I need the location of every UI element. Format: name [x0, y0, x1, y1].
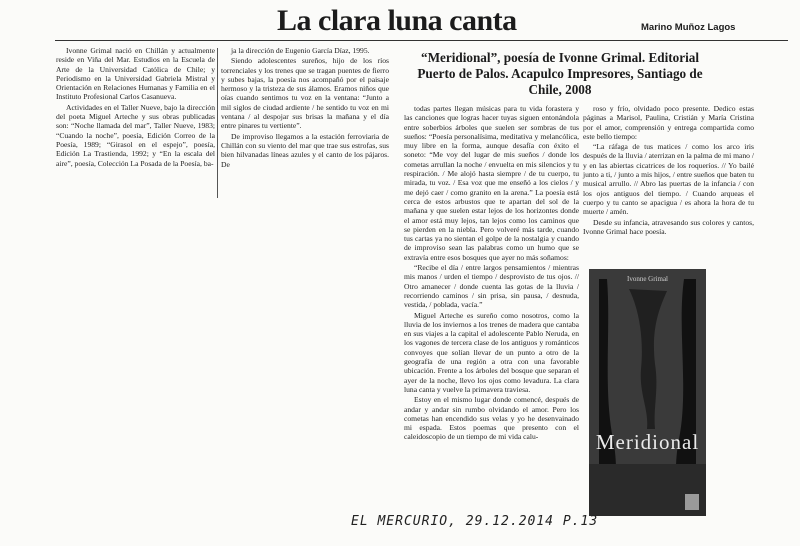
column-paragraph: “Recibe el día / entre largos pensamientos / mientras mis manos / urden el tiempo / desprovisto de tus ojos. // Otro amanecer / donde cuenta las gotas de la lluvia / recorriendo caminos / sin prisa, sin pausa, / desnuda, vestida, / poblada, vacía.” — [404, 263, 579, 310]
column-3 — [404, 104, 579, 442]
column-paragraph: Siendo adolescentes sureños, hijo de los ríos torrenciales y los trenes que se tragan puentes de fierro y subes bajas, la poesía nos acompañó por el paisaje hermoso y la tristeza de sus álamos. Eramos niños que oías cuando sentimos tu voz en la ventana: “Junto a mil siglos de ciudad ardiente / he sentido tu voz en mi ventana / al despojar sus brisas la mañana y el día entre pinares tu vertiente”. — [221, 56, 389, 131]
article-title: La clara luna canta — [277, 4, 517, 37]
column-paragraph: Ivonne Grimal nació en Chillán y actualmente reside en Viña del Mar. Estudios en la Escuela de Arte de la Universidad Católica de Chile; y Periodismo en la Universidad Gabriela Mistral y Orientación en Relaciones Humanas y Familia en el Instituto Profesional Carlos Casanueva. — [56, 46, 215, 102]
cover-title: Meridional — [595, 430, 700, 454]
column-2 — [221, 46, 389, 169]
column-paragraph: Estoy en el mismo lugar donde comencé, después de andar y andar sin rumbo olvidando el amor. Pero los cometas han encendido sus velas y yo he desenvainado mi espada. Estos poemas que presento con el caleidoscopio de un tiempo de mi vida calu- — [404, 395, 579, 442]
article-subtitle: “Meridional”, poesía de Ivonne Grimal. Editorial Puerto de Palos. Acapulco Impresores, Santiago de Chile, 2008 — [417, 50, 703, 97]
column-paragraph: “La ráfaga de tus matices / como los arco iris después de la lluvia / aterrizan en la palma de mi mano / y en las abiertas cicatrices de los roqueríos. // Yo bailé junto a ti, / junto a mis hijos, / entre sueños que baten tu musical arrullo. // Abro las puertas de la infancia / con los ojos antiguos del tiempo. / Cuando arqueas el cuerpo y tu canto se apacigua / es ahora la hora de tu muerte / amén. — [583, 142, 754, 217]
column-divider — [217, 48, 218, 198]
column-1 — [56, 46, 215, 168]
handwritten-source-note: EL MERCURIO, 29.12.2014 P.13 — [351, 514, 599, 529]
book-cover-image — [589, 269, 706, 516]
article-author: Marino Muñoz Lagos — [641, 22, 736, 33]
column-paragraph: todas partes llegan músicas para tu vida forastera y las canciones que logras hacer tuyas siguen entonándola entre soberbios árboles que suelen ser sombras de tus sueños: “Poesía personalísima, meditativa y melancólica, muy libre en la forma, aunque desafía con éxito el soneto: “Me voy del lugar de mis sueños / donde los cometas arrullan la noche / envuelta en mis silencios y tu respiración. / Me alojó hasta siempre / de tu cuerpo, tu mirada, tu voz. / Esa voz que me enseñó a los cielos / y me dejó caer / como granito en la arena.” La poesía está cerca de estos arbustos que te apartan del sol de la mañana y que suelen estar lejos de los horizontes donde el amor está muy lejos, tan lejos como los caminos que se pierden en la niebla. Pero volveré más tarde, cuando tus cartas ya no sientan el golpe de la nostalgia y cuando de improviso sean las palabras como un humo que se extravía entre esos bosques que ayer no más soñamos: — [404, 104, 579, 262]
column-paragraph: De improviso llegamos a la estación ferroviaria de Chillán con su viento del mar que trae sus estrofas, sus bien hilvanadas líneas azules y el canto de los pájaros. De — [221, 131, 389, 169]
cover-author: Ivonne Grimal — [626, 275, 668, 283]
column-4 — [583, 104, 754, 236]
column-paragraph: roso y frío, olvidado poco presente. Dedico estas páginas a Marisol, Paulina, Cristián y María Cristina por el amor, comprensión y entrega compartida como este bello tiempo: — [583, 104, 754, 141]
cover-artwork — [589, 269, 706, 516]
title-rule — [55, 40, 788, 41]
column-paragraph: Actividades en el Taller Nueve, bajo la dirección del poeta Miguel Arteche y sus obras publicadas son: “Noche llamada del mar”, Taller Nueve, 1983; “Cuando la noche”, poesía, Edición Correo de la Poesía, 1989; “Girasol en el espejo”, poesía, Edición La Trastienda, 1992; y “En la escala del aire”, poesía, Colección La Posada de la Poesía, ba- — [56, 102, 215, 168]
column-paragraph: Miguel Arteche es sureño como nosotros, como la lluvia de los inviernos a los trenes de madera que cantaba en sus viajes a la capital el adolescente Pablo Neruda, en los vagones de tercera clase de los antiguos y románticos convoyes que solían llevar de un punto a otro de la geografía de una región a otra con una favorable ubicación. Frente a los árboles del bosque que separan el ayer de la noche, llevo los ojos como levadura. La clara luna canta y vuelve la primavera traviesa. — [404, 310, 579, 394]
column-paragraph: Desde su infancia, atravesando sus colores y cantos, Ivonne Grimal hace poesía. — [583, 217, 754, 236]
column-paragraph: ja la dirección de Eugenio García Díaz, 1995. — [231, 46, 370, 55]
